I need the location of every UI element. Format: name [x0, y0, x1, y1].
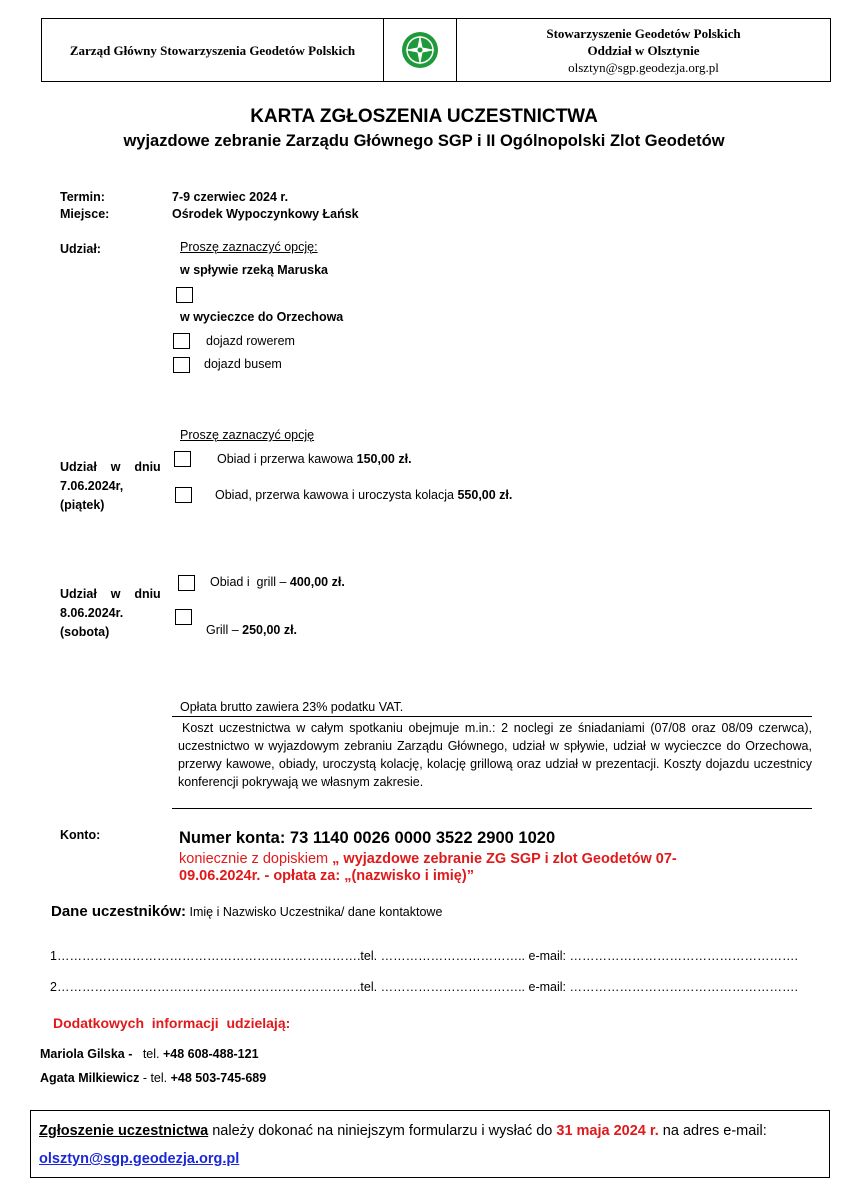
day1-label-line1: Udział w dniu	[60, 460, 161, 474]
right-branch-name: Oddział w Olsztynie	[587, 42, 700, 58]
day1-option2-checkbox[interactable]	[175, 487, 192, 503]
transfer-note-prefix: koniecznie z dopiskiem	[179, 851, 333, 867]
cost-bottom-divider	[172, 808, 812, 809]
right-org-block	[457, 19, 830, 81]
left-org-name: Zarząd Główny Stowarzyszenia Geodetów Polskich	[42, 19, 384, 81]
day2-option1	[210, 575, 345, 589]
submission-box	[30, 1110, 830, 1178]
contact-1	[40, 1047, 259, 1061]
day2-option1-checkbox[interactable]	[178, 575, 195, 591]
day1-option1	[217, 452, 412, 466]
day2-option1-text: Obiad i grill –	[210, 575, 290, 589]
day2-label-line3: (sobota)	[60, 625, 110, 639]
rower-option-label: dojazd rowerem	[206, 334, 295, 348]
transfer-note-title-2: 09.06.2024r. - opłata za: „(nazwisko i imię)”	[179, 868, 474, 884]
submission-lead: Zgłoszenie uczestnictwa	[39, 1123, 209, 1139]
contact-1-tel-label: tel.	[135, 1047, 163, 1061]
participant-row-2[interactable]: 2……………………………………………………………….tel. …………………………….. e-mail: ……………………………………………….	[50, 980, 798, 994]
day2-option2-checkbox[interactable]	[175, 609, 192, 625]
right-org-email: olsztyn@sgp.geodezja.org.pl	[568, 59, 719, 75]
participants-heading-title: Dane uczestników:	[51, 903, 187, 920]
cost-description: Koszt uczestnictwa w całym spotkaniu obejmuje m.in.: 2 noclegi ze śniadaniami (07/08 oraz 08/09 czerwca), uczestnictwo w wyjazdowym zebraniu Zarządu Głównego, udział w spływie, udział w wycieczce do Orzechowa, przerwy kawowe, obiady, uroczystą kolację, kolację grillową oraz udział w prezentacji. Koszty dojazdu uczestnicy konferencji pokrywają we własnym zakresie.	[178, 721, 812, 789]
sgp-logo-icon	[400, 30, 440, 70]
account-number: Numer konta: 73 1140 0026 0000 3522 2900 1020	[179, 829, 556, 847]
contact-2-name: Agata Milkiewicz	[40, 1071, 140, 1085]
participants-heading-sub: Imię i Nazwisko Uczestnika/ dane kontaktowe	[186, 905, 443, 919]
bus-option-label: dojazd busem	[204, 357, 282, 371]
day2-option2	[206, 623, 297, 637]
splyw-option-label: w spływie rzeką Maruska	[180, 263, 328, 277]
rower-checkbox[interactable]	[173, 333, 190, 349]
termin-value: 7-9 czerwiec 2024 r.	[172, 190, 289, 204]
contact-2-phone: +48 503-745-689	[170, 1071, 267, 1085]
day2-option2-text: Grill –	[206, 623, 243, 637]
konto-label: Konto:	[60, 828, 101, 842]
contact-2-tel-label: - tel.	[139, 1071, 171, 1085]
day1-option1-text: Obiad i przerwa kawowa	[217, 452, 357, 466]
day2-label-line1: Udział w dniu	[60, 587, 161, 601]
day2-option1-price: 400,00 zł.	[289, 575, 345, 589]
day1-option2	[215, 488, 512, 502]
miejsce-value: Ośrodek Wypoczynkowy Łańsk	[172, 207, 359, 221]
contacts-heading: Dodatkowych informacji udzielają:	[53, 1015, 291, 1031]
day1-option1-price: 150,00 zł.	[356, 452, 412, 466]
udzial-label: Udział:	[60, 242, 101, 256]
day2-label-line2: 8.06.2024r.	[60, 606, 124, 620]
termin-label: Termin:	[60, 190, 105, 204]
day1-prompt: Proszę zaznaczyć opcję	[180, 428, 315, 442]
day1-option2-text: Obiad, przerwa kawowa i uroczysta kolacja	[215, 488, 458, 502]
wycieczka-option-label: w wycieczce do Orzechowa	[180, 310, 344, 324]
participant-row-1[interactable]: 1……………………………………………………………….tel. …………………………….. e-mail: ……………………………………………….	[50, 949, 798, 963]
submission-text-1: należy dokonać na niniejszym formularzu i wysłać do	[208, 1123, 557, 1139]
logo-cell	[384, 19, 457, 81]
cost-top-divider	[172, 716, 812, 717]
bus-checkbox[interactable]	[173, 357, 190, 373]
submission-deadline: 31 maja 2024 r.	[556, 1123, 659, 1139]
splyw-checkbox[interactable]	[176, 287, 193, 303]
udzial-prompt: Proszę zaznaczyć opcję:	[180, 240, 318, 254]
participants-heading	[51, 903, 442, 920]
submission-email-link[interactable]: olsztyn@sgp.geodezja.org.pl	[39, 1151, 240, 1167]
day1-option1-checkbox[interactable]	[174, 451, 191, 467]
miejsce-label: Miejsce:	[60, 207, 110, 221]
vat-note: Opłata brutto zawiera 23% podatku VAT.	[180, 700, 404, 714]
day2-option2-price: 250,00 zł.	[242, 623, 298, 637]
submission-text-2: na adres e-mail:	[658, 1123, 767, 1139]
form-title: KARTA ZGŁOSZENIA UCZESTNICTWA	[250, 106, 598, 127]
day1-option2-price: 550,00 zł.	[457, 488, 513, 502]
contact-1-phone: +48 608-488-121	[162, 1047, 259, 1061]
transfer-note	[179, 850, 801, 868]
letterhead	[41, 18, 831, 82]
right-org-name: Stowarzyszenie Geodetów Polskich	[546, 25, 741, 41]
day1-label-line3: (piątek)	[60, 498, 105, 512]
form-subtitle: wyjazdowe zebranie Zarządu Głównego SGP i II Ogólnopolski Zlot Geodetów	[123, 132, 725, 150]
contact-2	[40, 1071, 266, 1085]
day1-label-line2: 7.06.2024r,	[60, 479, 124, 493]
transfer-note-title-1: „ wyjazdowe zebranie ZG SGP i zlot Geodetów 07-	[332, 851, 677, 867]
contact-1-name: Mariola Gilska -	[40, 1047, 136, 1061]
